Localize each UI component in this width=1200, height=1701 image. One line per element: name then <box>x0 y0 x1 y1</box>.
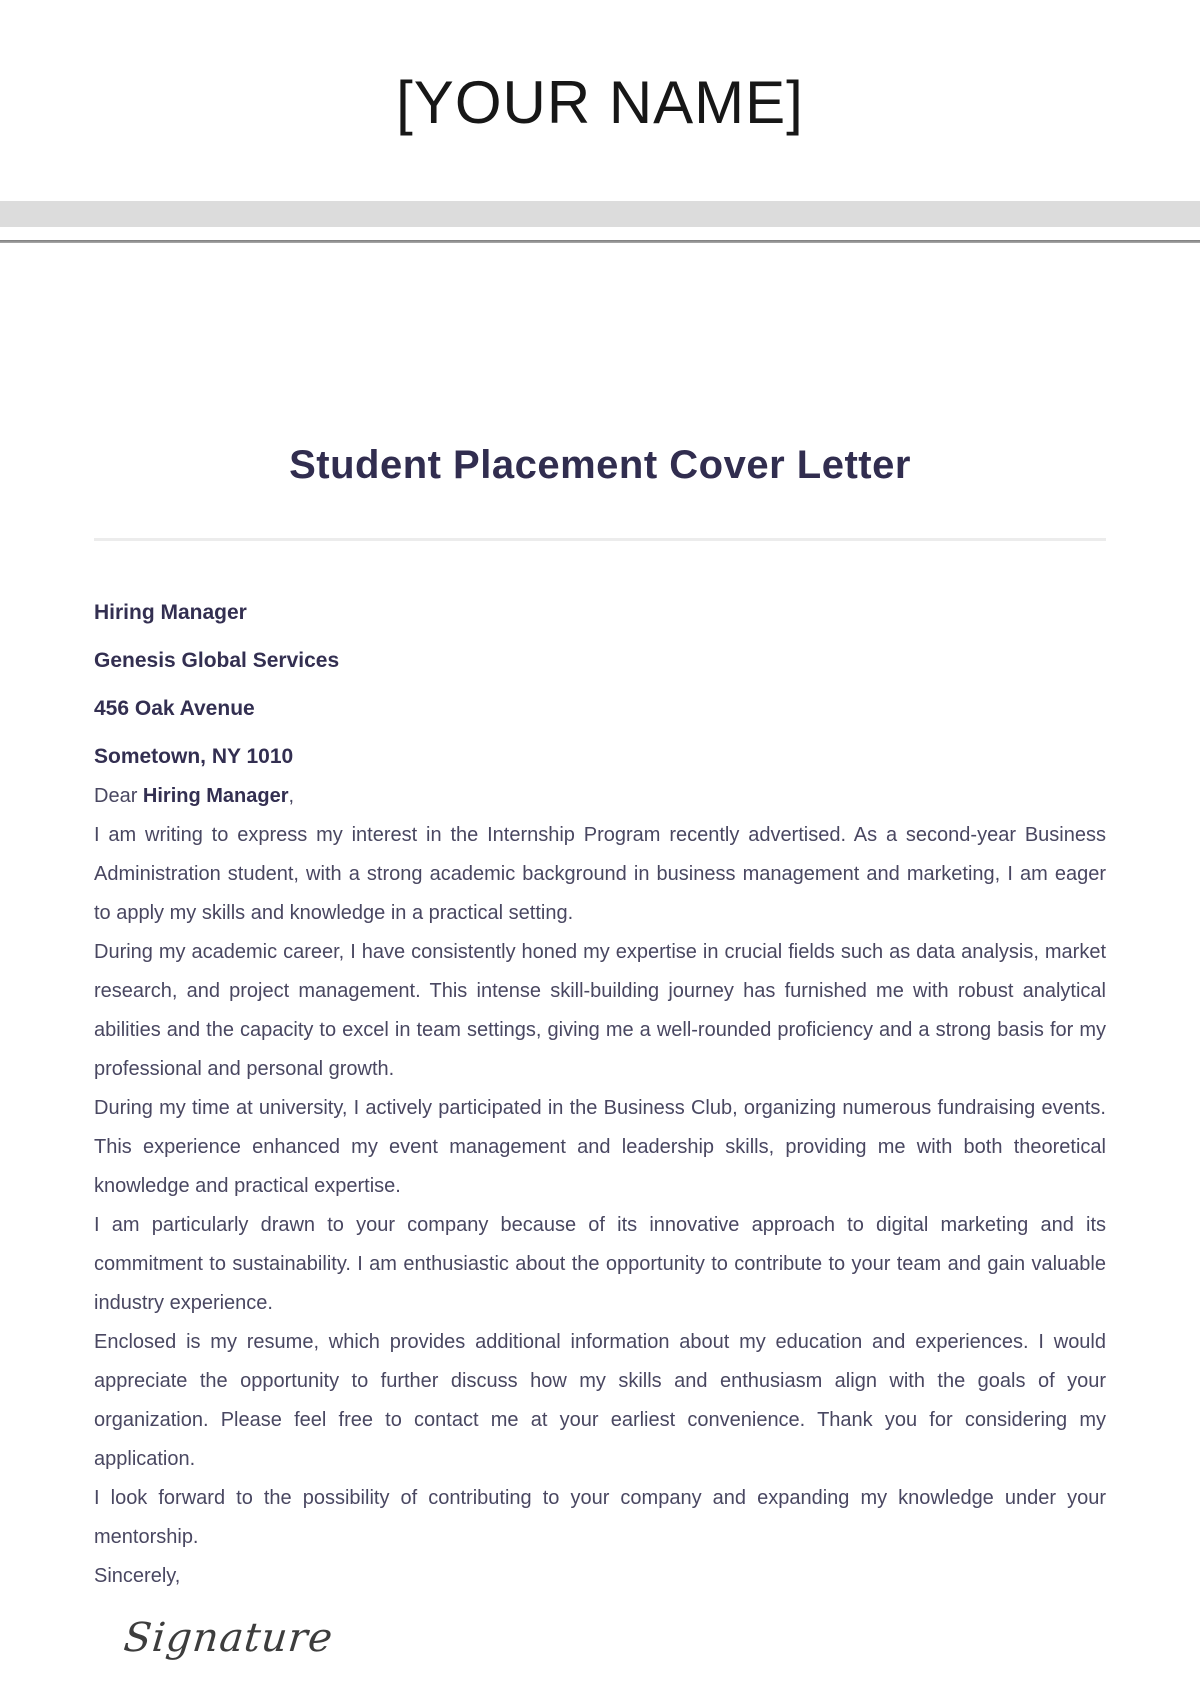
page-title: Student Placement Cover Letter <box>289 443 911 487</box>
body-paragraph: I am particularly drawn to your company because of its innovative approach to digital marketing and its commitment to sustainability. I am enthusiastic about the opportunity to contribute to your team and gain valuable industry experience. <box>94 1214 1106 1314</box>
salutation-line <box>94 777 1106 816</box>
header-rule-line <box>0 240 1200 243</box>
body-paragraph: During my time at university, I actively participated in the Business Club, organizing numerous fundraising events. This experience enhanced my event management and leadership skills, providing me with both theoretical knowledge and practical expertise. <box>94 1097 1106 1197</box>
closing-line: Sincerely, <box>94 1565 181 1587</box>
your-name-placeholder: [YOUR NAME] <box>396 69 804 136</box>
recipient-address-block <box>94 602 1106 767</box>
header-gray-band <box>0 201 1200 227</box>
body-paragraph: Enclosed is my resume, which provides additional information about my education and experiences. I would appreciate the opportunity to further discuss how my skills and enthusiasm align with the goals of your organization. Please feel free to contact me at your earliest convenience. Thank you for considering my application. <box>94 1331 1106 1470</box>
recipient-line: 456 Oak Avenue <box>94 697 255 720</box>
signature-script-text: Signature <box>121 1615 336 1661</box>
cover-letter-document <box>94 442 1106 1662</box>
body-paragraph: I am writing to express my interest in the Internship Program recently advertised. As a second-year Business Administration student, with a strong academic background in business management and marketing, I am eager to apply my skills and knowledge in a practical setting. <box>94 824 1106 924</box>
signature-block <box>94 1614 1106 1662</box>
body-paragraph: During my academic career, I have consistently honed my expertise in crucial fields such as data analysis, market research, and project management. This intense skill-building journey has furnished me with robust analytical abilities and the capacity to excel in team settings, giving me a well-rounded proficiency and a strong basis for my professional and personal growth. <box>94 941 1106 1080</box>
recipient-line: Hiring Manager <box>94 601 247 624</box>
letter-body <box>94 777 1106 1596</box>
recipient-line: Genesis Global Services <box>94 649 340 672</box>
title-divider <box>94 538 1106 541</box>
salutation-suffix: , <box>288 785 295 807</box>
body-paragraph: I look forward to the possibility of contributing to your company and expanding my knowledge under your mentorship. <box>94 1487 1106 1548</box>
salutation-prefix: Dear <box>94 785 143 807</box>
salutation-recipient-name: Hiring Manager <box>142 785 289 807</box>
recipient-line: Sometown, NY 1010 <box>94 745 294 768</box>
